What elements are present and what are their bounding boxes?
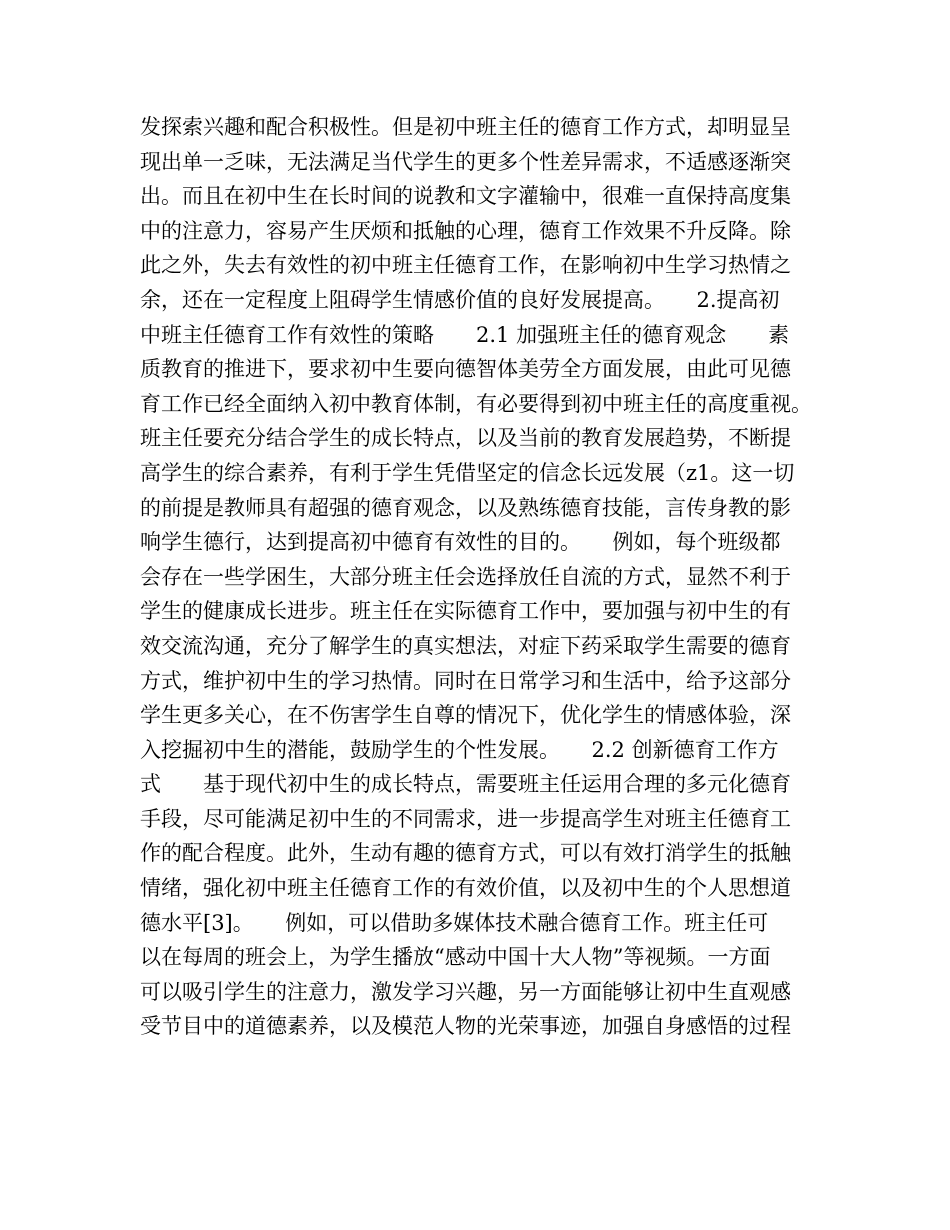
- text-line: 效交流沟通，充分了解学生的真实想法，对症下药采取学生需要的德育: [140, 633, 791, 658]
- text-line: 班主任要充分结合学生的成长特点，以及当前的教育发展趋势，不断提: [140, 426, 791, 451]
- text-line: 受节目中的道德素养，以及模范人物的光荣事迹，加强自身感悟的过程: [140, 1014, 791, 1039]
- text-line: 学生更多关心，在不伤害学生自尊的情况下，优化学生的情感体验，深: [140, 703, 791, 728]
- text-line: 中的注意力，容易产生厌烦和抵触的心理，德育工作效果不升反降。除: [140, 218, 791, 243]
- text-line: 育工作已经全面纳入初中教育体制，有必要得到初中班主任的高度重视。: [140, 391, 812, 416]
- text-line: 学生的健康成长进步。班主任在实际德育工作中，要加强与初中生的有: [140, 599, 791, 624]
- text-line: 质教育的推进下，要求初中生要向德智体美劳全方面发展，由此可见德: [140, 357, 791, 382]
- text-line: 现出单一乏味，无法满足当代学生的更多个性差异需求，不适感逐渐突: [140, 149, 791, 174]
- body-text: [140, 110, 840, 1044]
- text-line: 的前提是教师具有超强的德育观念，以及熟练德育技能，言传身教的影: [140, 495, 791, 520]
- text-line: 响学生德行，达到提高初中德育有效性的目的。 例如，每个班级都: [140, 530, 781, 555]
- text-line: 式 基于现代初中生的成长特点，需要班主任运用合理的多元化德育: [140, 772, 791, 797]
- text-line: 发探索兴趣和配合积极性。但是初中班主任的德育工作方式，却明显呈: [140, 115, 791, 139]
- text-line: 中班主任德育工作有效性的策略 2.1 加强班主任的德育观念 素: [140, 322, 790, 347]
- text-line: 作的配合程度。此外，生动有趣的德育方式，可以有效打消学生的抵触: [140, 841, 791, 866]
- text-line: 情绪，强化初中班主任德育工作的有效价值，以及初中生的个人思想道: [140, 876, 791, 901]
- text-line: 手段，尽可能满足初中生的不同需求，进一步提高学生对班主任德育工: [140, 806, 791, 831]
- text-line: 方式，维护初中生的学习热情。同时在日常学习和生活中，给予这部分: [140, 668, 791, 693]
- text-line: 余，还在一定程度上阻碍学生情感价值的良好发展提高。 2.提高初: [140, 287, 780, 312]
- text-line: 会存在一些学困生，大部分班主任会选择放任自流的方式，显然不利于: [140, 564, 791, 589]
- text-line: 出。而且在初中生在长时间的说教和文字灌输中，很难一直保持高度集: [140, 184, 791, 209]
- text-line: 此之外，失去有效性的初中班主任德育工作，在影响初中生学习热情之: [140, 253, 791, 278]
- text-line: 可以吸引学生的注意力，激发学习兴趣，另一方面能够让初中生直观感: [140, 979, 791, 1004]
- text-line: 高学生的综合素养，有利于学生凭借坚定的信念长远发展（z1。这一切: [140, 460, 795, 485]
- text-line: 德水平[3]。 例如，可以借助多媒体技术融合德育工作。班主任可: [140, 910, 769, 935]
- text-line: 入挖掘初中生的潜能，鼓励学生的个性发展。 2.2 创新德育工作方: [140, 737, 779, 762]
- text-line: 以在每周的班会上，为学生播放“感动中国十大人物”等视频。一方面: [140, 945, 771, 970]
